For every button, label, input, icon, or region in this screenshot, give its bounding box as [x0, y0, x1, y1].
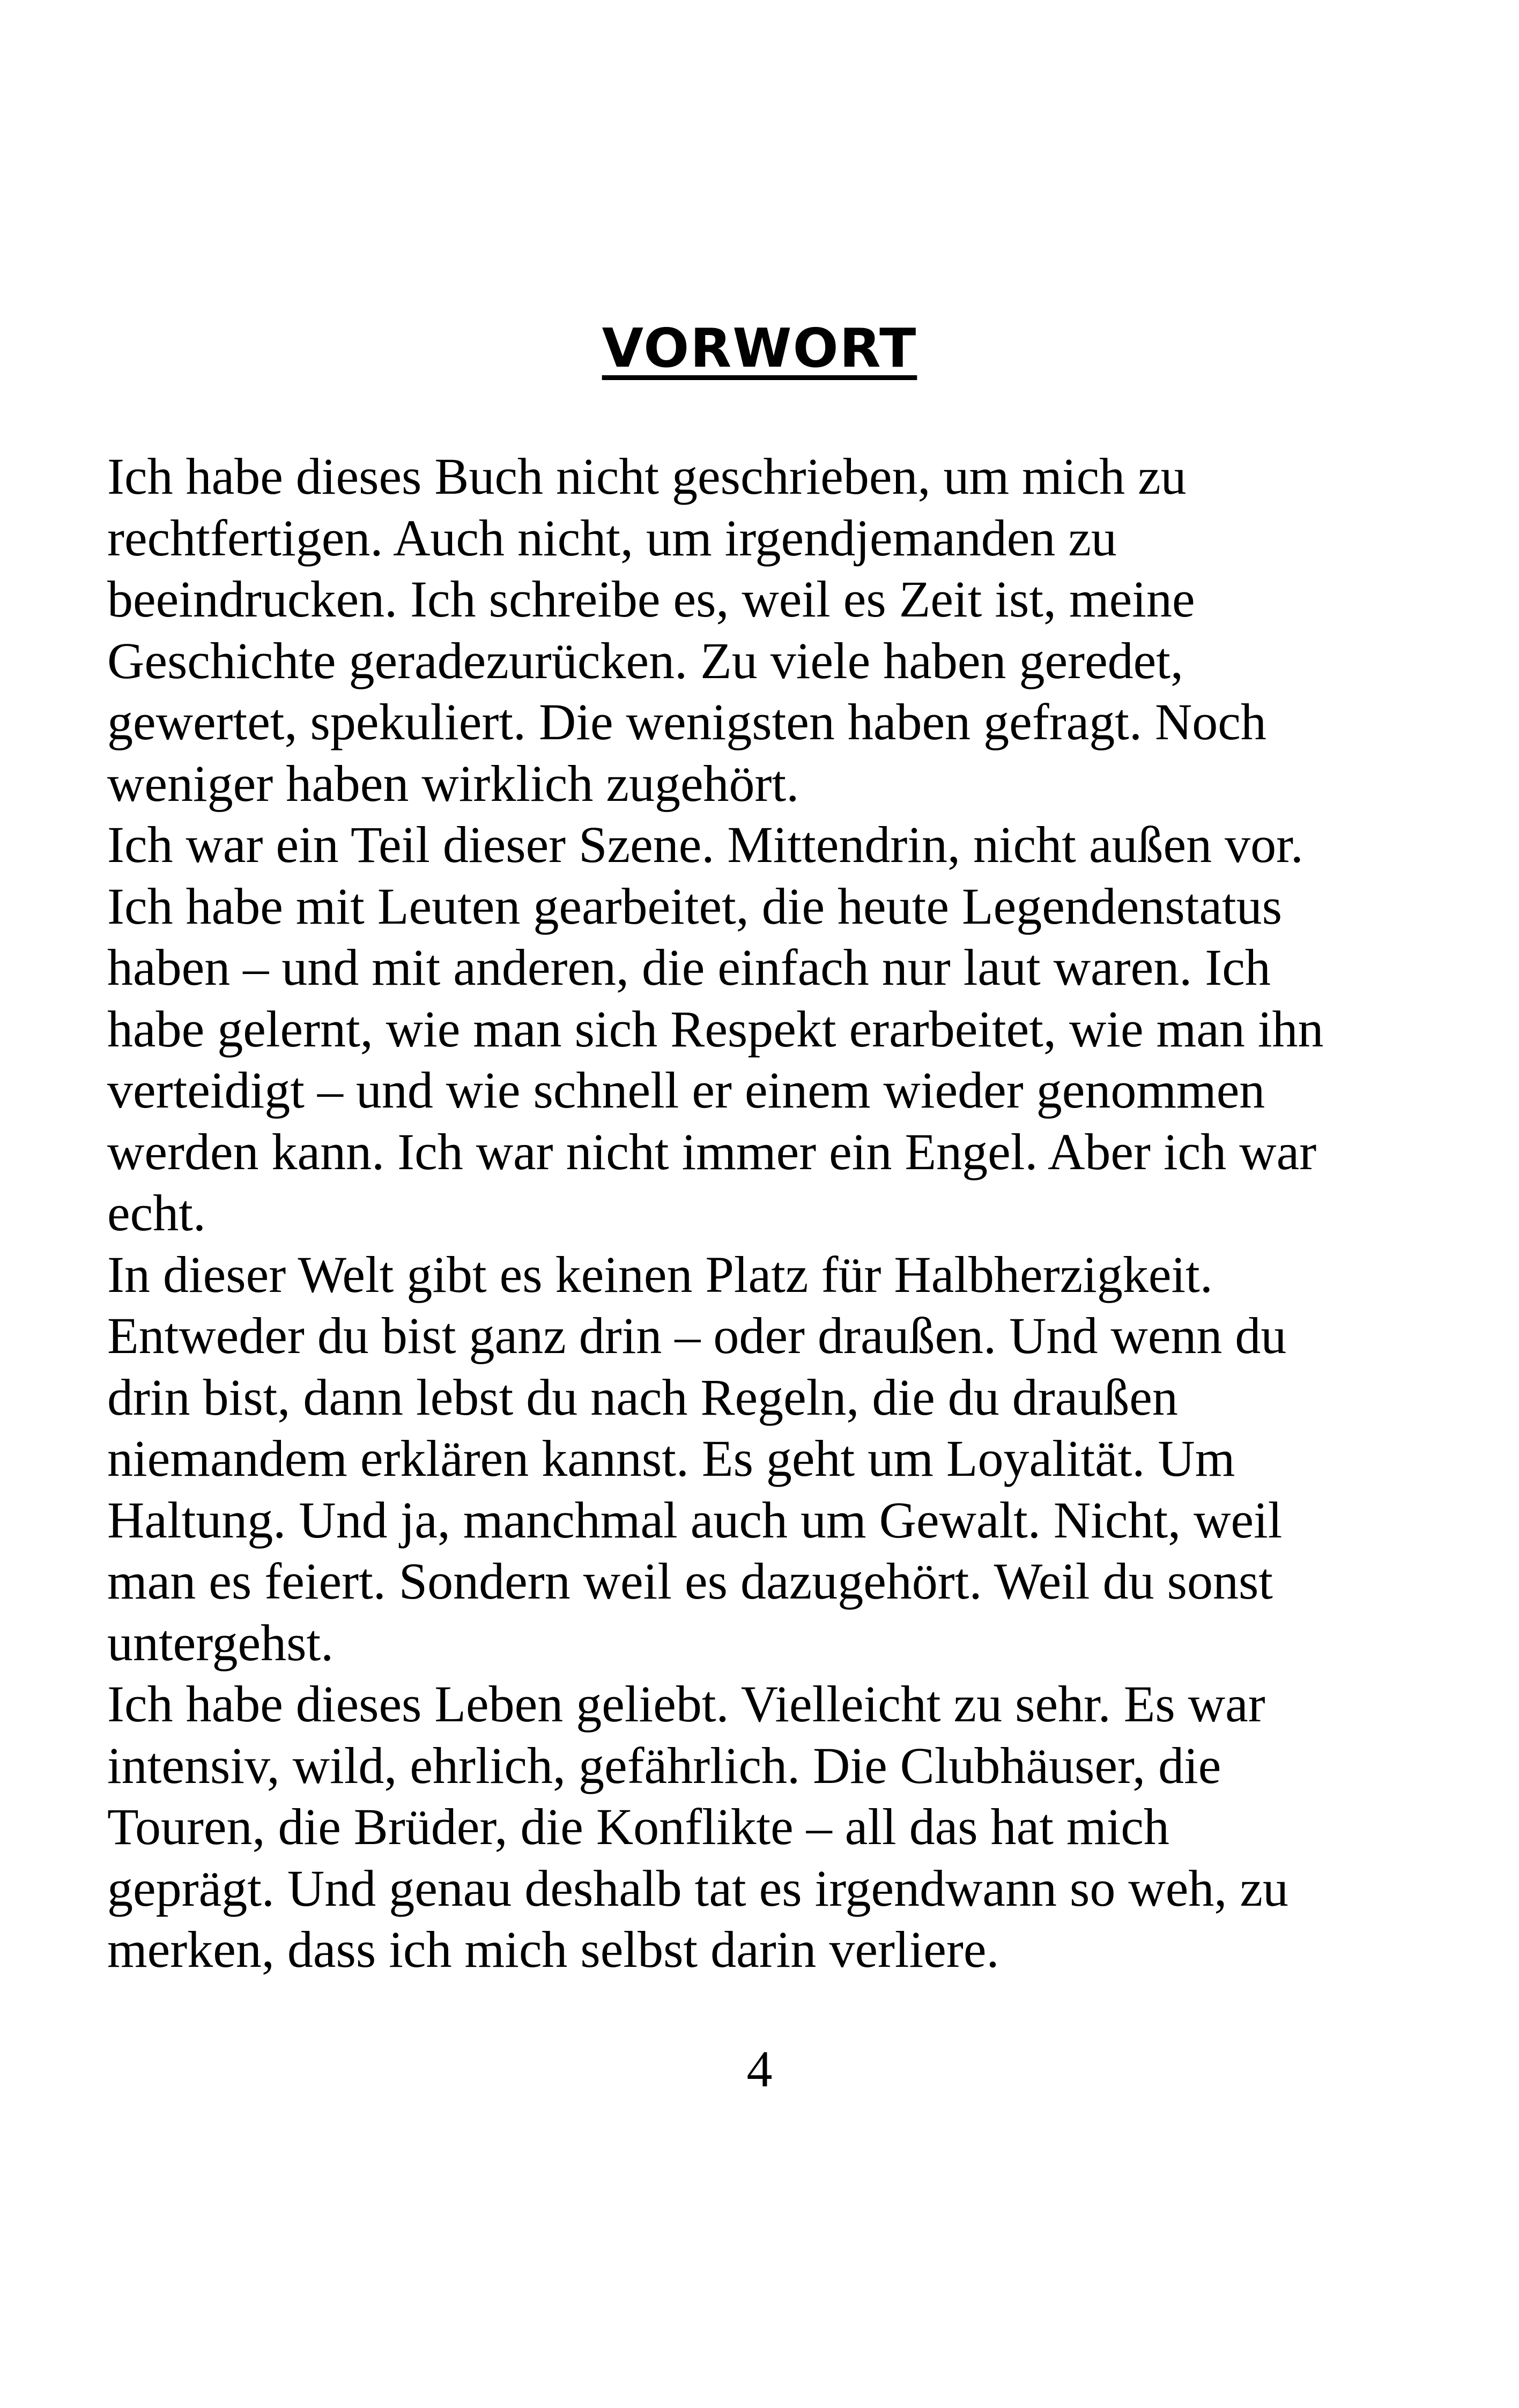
text-line: haben – und mit anderen, die einfach nur laut waren. Ich	[107, 939, 1271, 996]
text-line: beeindrucken. Ich schreibe es, weil es Zeit ist, meine	[107, 570, 1195, 628]
text-line: werden kann. Ich war nicht immer ein Engel. Aber ich war	[107, 1123, 1317, 1180]
text-line: Ich habe dieses Buch nicht geschrieben, um mich zu	[107, 448, 1187, 505]
text-line: rechtfertigen. Auch nicht, um irgendjemanden zu	[107, 509, 1117, 567]
text-line: geprägt. Und genau deshalb tat es irgendwann so weh, zu	[107, 1859, 1288, 1917]
text-line: man es feiert. Sondern weil es dazugehört. Weil du sonst	[107, 1552, 1273, 1610]
text-line: Ich habe mit Leuten gearbeitet, die heute Legendenstatus	[107, 877, 1283, 935]
text-line: Touren, die Brüder, die Konflikte – all das hat mich	[107, 1798, 1169, 1855]
page-number: 4	[746, 2040, 773, 2098]
text-line: gewertet, spekuliert. Die wenigsten haben gefragt. Noch	[107, 693, 1266, 750]
text-line: Haltung. Und ja, manchmal auch um Gewalt. Nicht, weil	[107, 1491, 1283, 1549]
text-line: Entweder du bist ganz drin – oder draußen. Und wenn du	[107, 1307, 1287, 1364]
chapter-title-text: VORWORT	[602, 317, 917, 380]
text-line: Ich war ein Teil dieser Szene. Mittendrin, nicht außen vor.	[107, 816, 1303, 873]
text-line: weniger haben wirklich zugehört.	[107, 754, 799, 812]
text-line: drin bist, dann lebst du nach Regeln, die du draußen	[107, 1368, 1178, 1426]
text-line: intensiv, wild, ehrlich, gefährlich. Die Clubhäuser, die	[107, 1736, 1221, 1794]
text-line: niemandem erklären kannst. Es geht um Loyalität. Um	[107, 1430, 1235, 1487]
chapter-title	[0, 316, 1519, 381]
text-line: habe gelernt, wie man sich Respekt erarbeitet, wie man ihn	[107, 1000, 1324, 1058]
text-line: verteidigt – und wie schnell er einem wieder genommen	[107, 1061, 1265, 1119]
text-line: merken, dass ich mich selbst darin verliere.	[107, 1921, 999, 1978]
text-line: untergehst.	[107, 1614, 334, 1671]
text-line: In dieser Welt gibt es keinen Platz für Halbherzigkeit.	[107, 1245, 1213, 1303]
text-line: Geschichte geradezurücken. Zu viele haben geredet,	[107, 631, 1183, 689]
foreword-text	[107, 446, 1421, 1981]
text-line: echt.	[107, 1184, 206, 1242]
text-line: Ich habe dieses Leben geliebt. Vielleicht zu sehr. Es war	[107, 1675, 1265, 1733]
